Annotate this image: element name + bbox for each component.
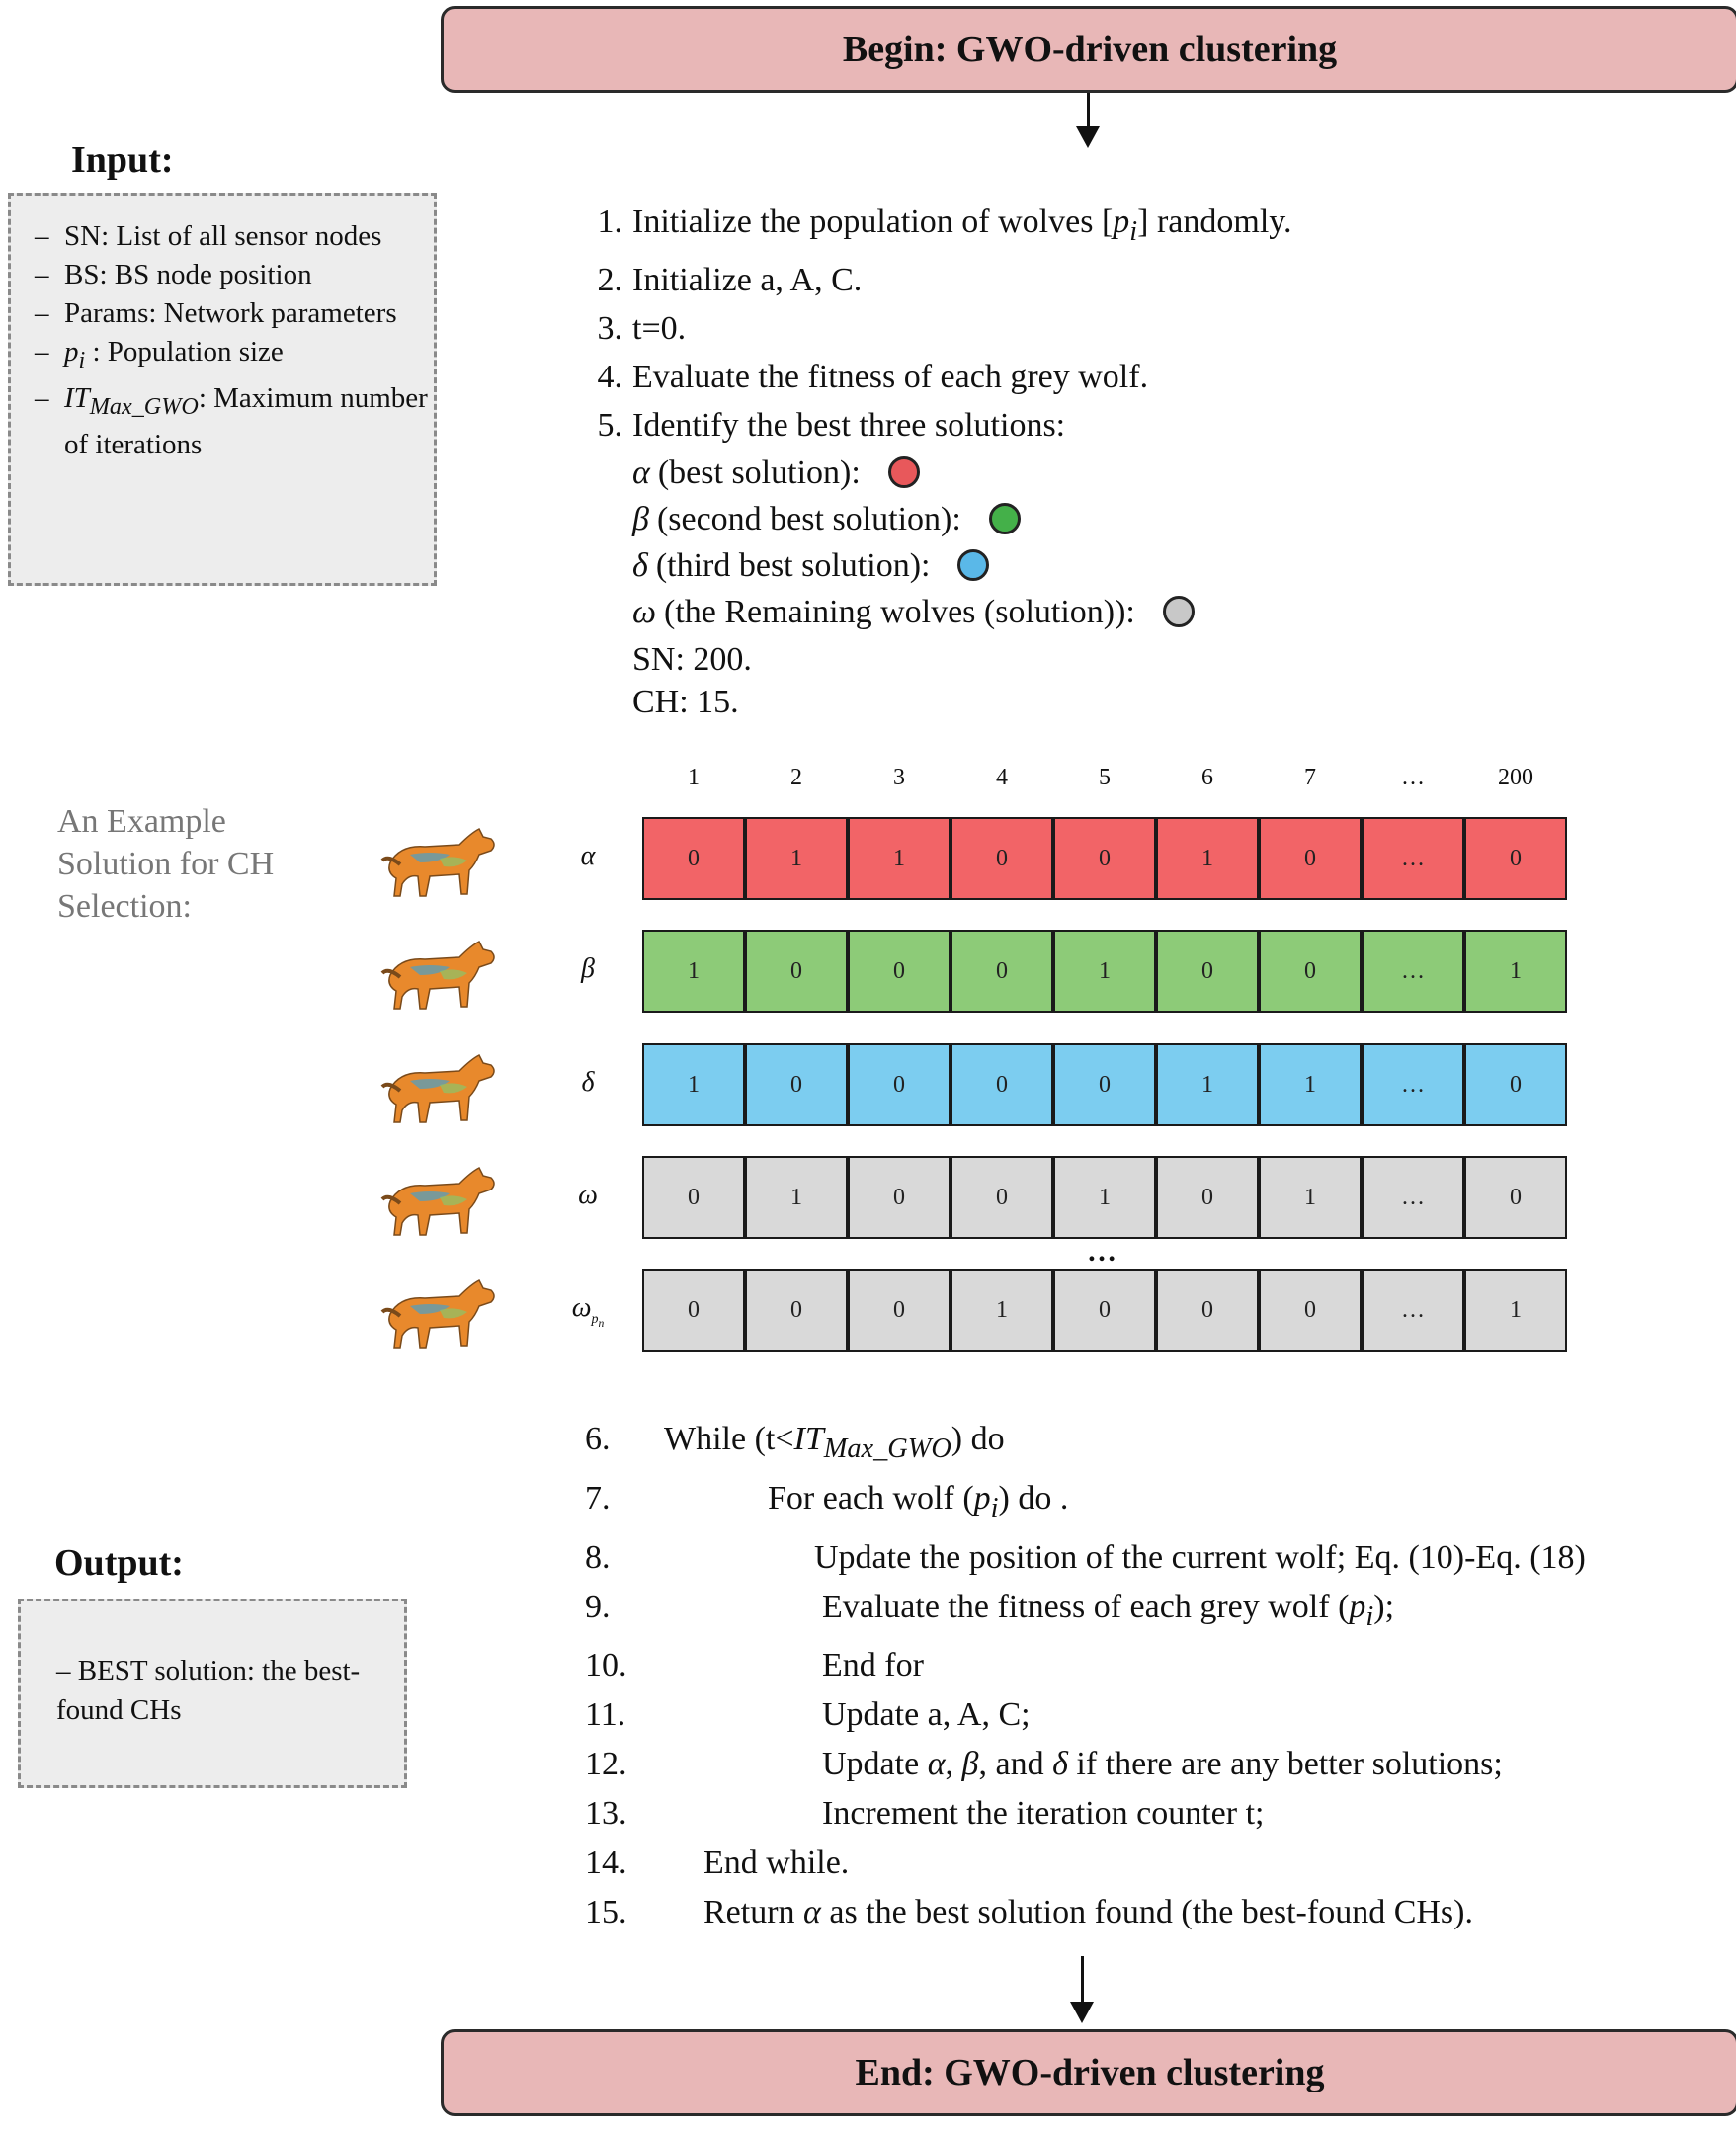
solution-cell: 1 [745,1156,848,1239]
solution-cell: 1 [1259,1043,1362,1126]
loop-step-number: 9. [585,1588,611,1625]
solution-cell: … [1362,1043,1464,1126]
loop-steps [585,1415,1731,1937]
loop-step [585,1839,1731,1888]
input-text: BS: BS node position [64,259,312,290]
solution-cell: … [1362,1156,1464,1239]
step-text: Initialize a, A, C. [632,261,863,298]
wolf-icon [380,1267,509,1355]
solution-cell: 0 [1464,1043,1567,1126]
solution-cell: 0 [1464,817,1567,900]
input-text: $IT_{Max\_GWO}$: Maximum number of iterations [64,381,428,460]
solution-cell: 0 [848,1269,951,1352]
step-item [585,304,1672,353]
input-item [11,294,434,333]
loop-step-text: End while. [703,1845,850,1882]
example-title-line: Solution for CH [57,846,275,882]
loop-step-number: 10. [585,1647,627,1684]
example-title [57,800,274,928]
input-text: $p_i$ : Population size [64,336,284,373]
loop-step-text: Increment the iteration counter t; [822,1795,1265,1833]
solution-cell: 1 [1156,817,1259,900]
solution-cell: 0 [1156,1156,1259,1239]
solution-cell: 0 [848,1043,951,1126]
solution-cell: 0 [951,1156,1053,1239]
solution-cell: 0 [1259,817,1362,900]
loop-step [585,1415,1731,1474]
legend-greek: β [632,500,649,537]
solution-cell: 0 [1464,1156,1567,1239]
step-text: Initialize the population of wolves $[p_i]$ randomly. [632,204,1292,247]
solution-row [642,1156,1567,1239]
input-title: Input: [71,139,174,181]
solution-cell: 1 [642,1043,745,1126]
solution-cell: 0 [745,1043,848,1126]
loop-step-text: Update the position of the current wolf; Eq. (10)-Eq. (18) [814,1538,1586,1576]
loop-step-text: For each wolf $(p_i)$ do . [768,1479,1069,1523]
legend-greek: δ [632,546,648,584]
input-text: Params: Network parameters [64,297,397,329]
example-title-line: An Example [57,803,226,840]
solution-cell: 0 [1053,1043,1156,1126]
wolf-icon [380,815,509,904]
input-item [11,379,434,464]
legend-greek: α [632,453,650,491]
column-header: 7 [1304,765,1316,790]
loop-step-text: Update α, β, and δ if there are any better solutions; [822,1746,1503,1783]
legend-item [585,589,1672,635]
solution-cell: 0 [1053,817,1156,900]
loop-step-text: While $(t<IT_{Max\_GWO})$ do [664,1421,1005,1464]
param-line: SN: 200. [632,640,752,678]
input-box [8,193,437,586]
step-item [585,353,1672,401]
solution-cell: 0 [951,1043,1053,1126]
loop-step-number: 12. [585,1746,627,1783]
solution-cell: 0 [745,930,848,1013]
column-header: 5 [1099,765,1111,790]
loop-step [585,1474,1731,1533]
solution-cell: 0 [951,817,1053,900]
param-line: CH: 15. [632,683,739,720]
input-dash: – [35,381,49,414]
legend-dot-icon [1163,596,1195,627]
loop-step-number: 14. [585,1845,627,1882]
row-label: ω [578,1180,598,1210]
solution-cell: 1 [848,817,951,900]
input-item [11,256,434,294]
column-header: 3 [893,765,905,790]
loop-step-number: 11. [585,1696,626,1734]
example-title-line: Selection: [57,888,192,925]
solution-cell: 0 [1156,930,1259,1013]
end-label: End: GWO-driven clustering [855,2052,1325,2093]
init-steps [585,198,1672,720]
input-item [11,333,434,379]
column-header: 6 [1201,765,1213,790]
loop-step [585,1740,1731,1789]
loop-list [585,1415,1731,1937]
wolf-icon [380,928,509,1017]
solution-cell: 1 [951,1269,1053,1352]
loop-step [585,1789,1731,1839]
rows-ellipsis: … [1087,1235,1118,1268]
legend-item [585,496,1672,542]
input-item [11,217,434,256]
solution-cell: 1 [1464,930,1567,1013]
legend-text: (third best solution): [655,546,931,584]
loop-step-number: 13. [585,1795,627,1833]
row-label: β [581,953,595,984]
legend-dot-icon [957,549,989,581]
loop-step-text: Return α as the best solution found (the best-found CHs). [703,1894,1473,1931]
solution-cell: … [1362,930,1464,1013]
legend-greek: ω [632,593,657,630]
solution-cell: 0 [848,930,951,1013]
input-dash: – [35,297,49,329]
loop-step-number: 7. [585,1479,611,1517]
output-box [18,1599,407,1788]
solution-cell: 0 [951,930,1053,1013]
legend-list [585,450,1672,635]
solution-cell: 0 [1053,1269,1156,1352]
wolf-icon [380,1154,509,1243]
input-dash: – [35,259,49,290]
output-title: Output: [54,1542,184,1584]
step-text: Identify the best three solutions: [632,406,1066,444]
column-header: 2 [790,765,802,790]
loop-step-number: 8. [585,1538,611,1576]
solution-cell: 1 [642,930,745,1013]
input-dash: – [35,220,49,252]
step-item [585,256,1672,304]
solution-cell: 0 [1259,1269,1362,1352]
step-item [585,198,1672,256]
loop-step [585,1533,1731,1583]
solution-cell: 1 [1156,1043,1259,1126]
column-header: 4 [996,765,1008,790]
solution-cell: 1 [745,817,848,900]
row-label: $\omega_{p_n}$ [571,1292,605,1330]
loop-step-text: Evaluate the fitness of each grey wolf $(p_i)$; [822,1588,1395,1632]
solution-row [642,1043,1567,1126]
row-label: δ [581,1067,595,1098]
legend-item [585,450,1672,496]
row-label: α [580,841,596,871]
end-arrow [1081,1956,1084,2006]
step-number: 5. [597,406,622,444]
begin-label: Begin: GWO-driven clustering [842,29,1338,70]
solution-cell: … [1362,817,1464,900]
solution-cell: 0 [1259,930,1362,1013]
solution-row [642,1269,1567,1352]
loop-step-number: 15. [585,1894,627,1931]
legend-dot-icon [888,456,920,488]
legend-item [585,542,1672,589]
legend-dot-icon [989,503,1021,534]
solution-cell: 1 [1053,930,1156,1013]
loop-step-text: End for [822,1647,924,1684]
output-item: – BEST solution: the best-found CHs [56,1655,361,1726]
begin-arrow-head [1076,126,1100,148]
end-terminal [441,2029,1736,2116]
params-list [585,635,1672,720]
loop-step [585,1641,1731,1690]
solution-cell: 0 [745,1269,848,1352]
solution-cell: 0 [1156,1269,1259,1352]
loop-step-number: 6. [585,1421,611,1457]
column-header: 200 [1498,765,1533,790]
solution-row [642,817,1567,900]
solution-cell: 0 [642,817,745,900]
input-dash: – [35,336,49,368]
step-number: 3. [597,309,622,347]
solution-cell: 0 [642,1269,745,1352]
step-text: t=0. [632,309,687,347]
step-number: 2. [597,261,622,298]
input-text: SN: List of all sensor nodes [64,220,382,252]
solution-cell: 0 [848,1156,951,1239]
solution-cell: 1 [1464,1269,1567,1352]
loop-step-text: Update a, A, C; [822,1696,1031,1734]
step-text: Evaluate the fitness of each grey wolf. [632,358,1149,395]
column-header: 1 [688,765,700,790]
loop-step [585,1888,1731,1937]
loop-step [585,1583,1731,1642]
input-list [11,217,434,464]
solution-cell: 1 [1259,1156,1362,1239]
solution-cell: 1 [1053,1156,1156,1239]
wolf-icon [380,1041,509,1130]
loop-step [585,1690,1731,1740]
solution-cell: … [1362,1269,1464,1352]
solution-cell: 0 [642,1156,745,1239]
end-arrow-head [1070,2002,1094,2023]
legend-text: (best solution): [657,453,861,491]
steps-list [585,198,1672,450]
solution-row [642,930,1567,1013]
column-header: … [1401,765,1425,790]
legend-text: (the Remaining wolves (solution)): [664,593,1135,630]
step-number: 1. [597,204,622,240]
legend-text: (second best solution): [656,500,961,537]
step-item [585,401,1672,450]
begin-terminal [441,6,1736,93]
step-number: 4. [597,358,622,395]
